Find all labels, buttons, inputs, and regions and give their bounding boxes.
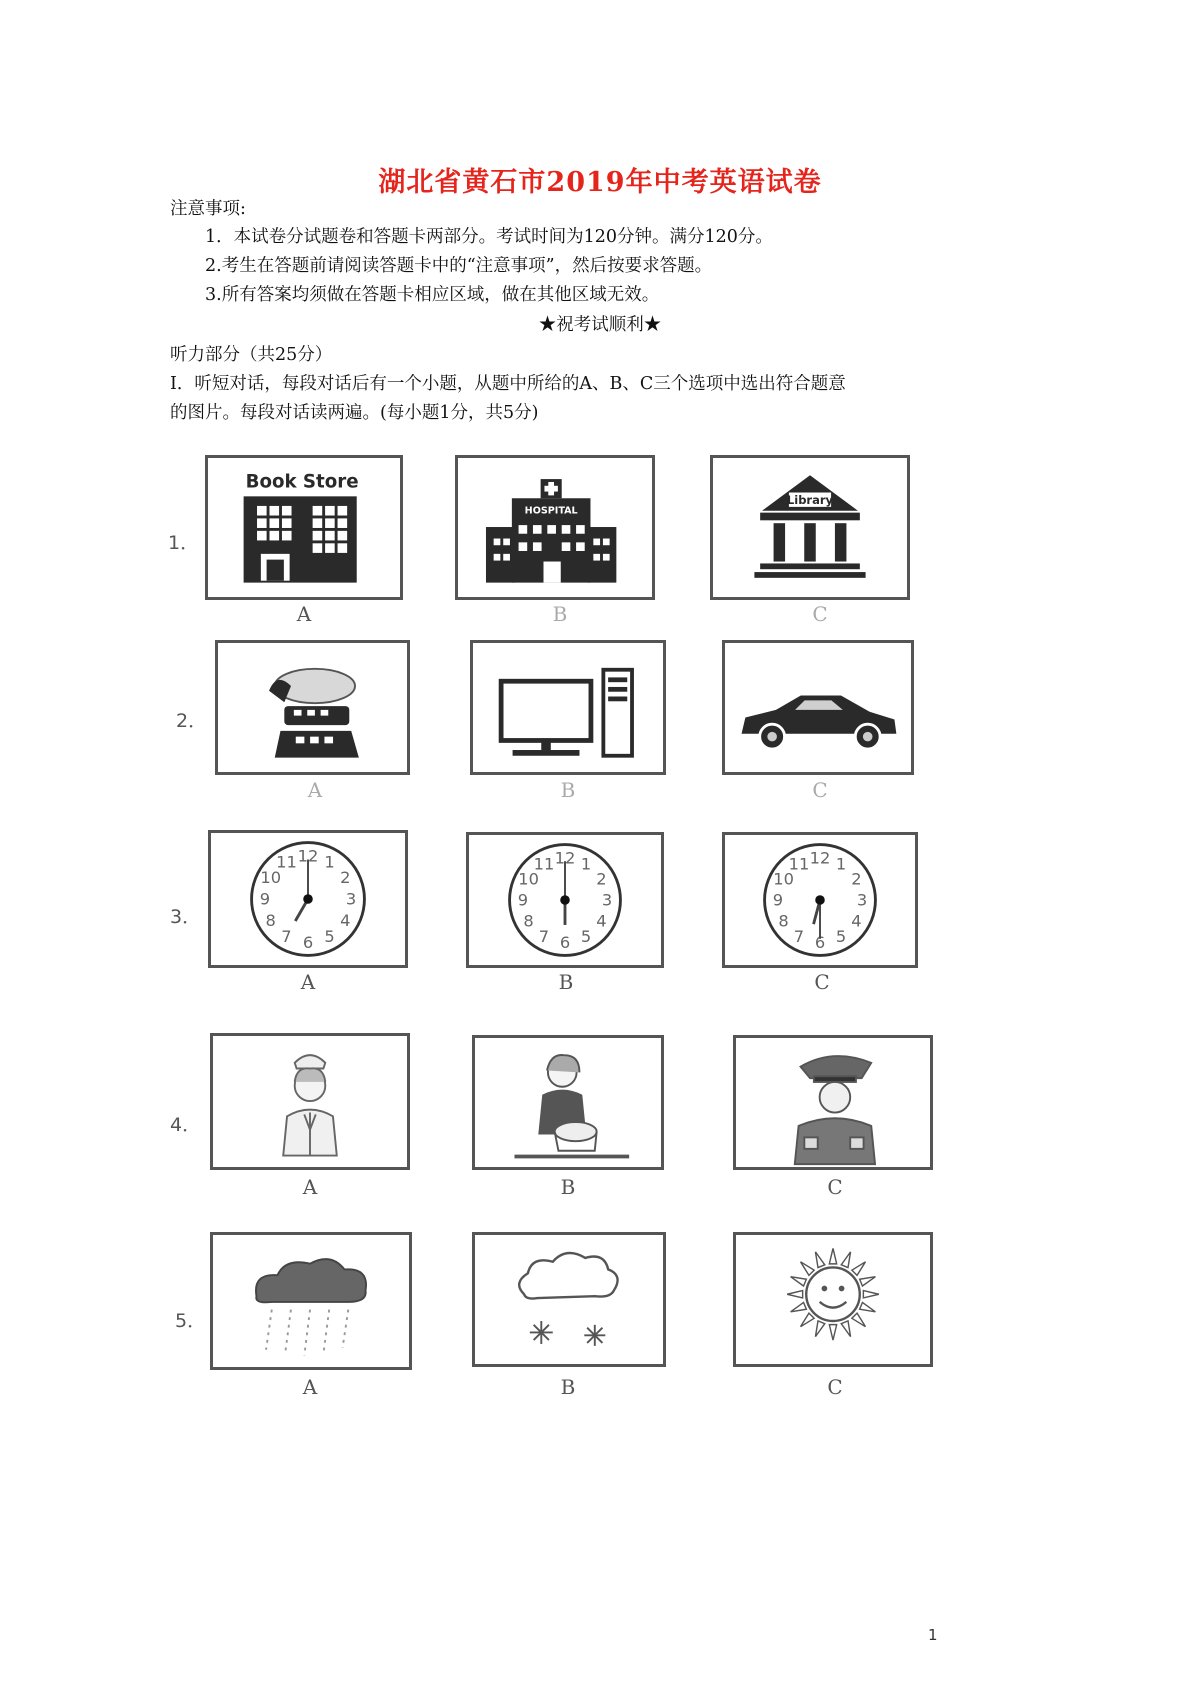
option-letter: A — [302, 1175, 318, 1199]
nurse-picture — [210, 1033, 410, 1170]
sun-ray — [787, 1291, 803, 1298]
sun-ray — [852, 1262, 866, 1276]
sun-ray — [829, 1325, 836, 1341]
option-letter: C — [812, 778, 828, 802]
telephone-picture — [215, 640, 410, 775]
clock-number: 2 — [340, 868, 351, 888]
clock-number: 5 — [835, 927, 847, 947]
sun-ray — [791, 1277, 807, 1286]
option-letter: C — [827, 1375, 843, 1399]
question-number: 3． — [170, 906, 202, 928]
clock-number: 6 — [302, 932, 314, 952]
note-item-2: 2.考生在答题前请阅读答题卡中的“注意事项”，然后按要求答题。 — [205, 256, 713, 276]
clock-picture — [208, 830, 408, 968]
clock-number: 9 — [517, 890, 529, 910]
option-letter: B — [560, 1375, 576, 1399]
clock-number: 7 — [281, 927, 292, 947]
clock-number: 3 — [856, 890, 868, 910]
snowy-picture — [472, 1232, 666, 1367]
clock-number: 9 — [259, 889, 271, 909]
library-picture — [710, 455, 910, 600]
option-letter: A — [302, 1375, 318, 1399]
question-number: 2． — [176, 710, 208, 732]
clock-center — [560, 895, 570, 905]
option-letter: A — [296, 602, 312, 626]
sun-ray — [841, 1321, 850, 1337]
sun-ray — [801, 1262, 815, 1276]
sun-ray — [860, 1302, 876, 1311]
option-letter: B — [552, 602, 568, 626]
option-letter: C — [814, 970, 830, 994]
clock-number: 2 — [851, 869, 862, 889]
sun-ray — [829, 1248, 836, 1264]
cook-picture — [472, 1035, 664, 1170]
clock-number: 3 — [345, 889, 357, 909]
option-letter: C — [812, 602, 828, 626]
clock-number: 6 — [559, 932, 571, 952]
clock-number: 4 — [596, 911, 607, 931]
bookstore-picture — [205, 455, 403, 600]
listening-section-title: 听力部分（共25分） — [170, 345, 333, 365]
sun-ray — [841, 1252, 850, 1268]
car-picture — [722, 640, 914, 775]
clock-number: 1 — [835, 854, 847, 874]
sun-ray — [791, 1302, 807, 1311]
clock-number: 9 — [772, 890, 784, 910]
clock-picture — [466, 832, 664, 968]
clock-number: 4 — [851, 911, 862, 931]
listening-instruction-line-2: 的图片。每段对话读两遍。(每小题1分，共5分) — [170, 403, 539, 423]
clock-number: 3 — [601, 890, 613, 910]
sun-ray — [815, 1321, 824, 1337]
hospital-sign: HOSPITAL — [524, 505, 578, 517]
clock-number: 4 — [340, 911, 351, 931]
option-letter: B — [558, 970, 574, 994]
bookstore-sign: Book Store — [245, 471, 359, 493]
clock-center — [303, 894, 313, 904]
clock-number: 8 — [523, 911, 534, 931]
sun-ray — [815, 1252, 824, 1268]
question-number: 4． — [170, 1114, 202, 1136]
clock-center — [815, 895, 825, 905]
clock-number: 8 — [778, 911, 789, 931]
clock-number: 1 — [580, 854, 592, 874]
listening-instruction-line-1: I．听短对话，每段对话后有一个小题，从题中所给的A、B、C三个选项中选出符合题意 — [170, 374, 846, 394]
clock-number: 5 — [580, 927, 592, 947]
clock-number: 6 — [814, 932, 826, 952]
rainy-picture — [210, 1232, 412, 1370]
clock-number: 8 — [265, 911, 276, 931]
option-letter: C — [827, 1175, 843, 1199]
library-sign: Library — [786, 493, 834, 508]
clock-number: 12 — [554, 848, 576, 868]
clock-number: 2 — [596, 869, 607, 889]
option-letter: B — [560, 778, 576, 802]
hospital-picture — [455, 455, 655, 600]
clock-number: 10 — [773, 869, 794, 889]
sun-ray — [863, 1291, 879, 1298]
sun-ray — [860, 1277, 876, 1286]
notes-heading: 注意事项: — [170, 199, 246, 219]
computer-picture — [470, 640, 666, 775]
sun-ray — [852, 1313, 866, 1327]
clock-number: 7 — [538, 927, 550, 947]
question-number: 1． — [168, 532, 200, 554]
option-letter: B — [560, 1175, 576, 1199]
sunny-picture — [733, 1232, 933, 1367]
page-title: 湖北省黄石市2019年中考英语试卷 — [378, 167, 822, 198]
clock-number: 11 — [533, 854, 555, 874]
clock-number: 1 — [324, 852, 335, 872]
option-letter: A — [307, 778, 323, 802]
clock-number: 10 — [518, 869, 539, 889]
clock-number: 11 — [788, 854, 810, 874]
note-item-1: 1．本试卷分试题卷和答题卡两部分。考试时间为120分钟。满分120分。 — [205, 227, 773, 247]
sun-ray — [801, 1313, 815, 1327]
clock-number: 7 — [793, 927, 805, 947]
clock-picture — [722, 832, 918, 968]
page-number: 1 — [928, 1626, 938, 1644]
clock-number: 12 — [297, 846, 319, 866]
clock-number: 12 — [809, 848, 831, 868]
question-number: 5． — [175, 1310, 207, 1332]
clock-number: 11 — [276, 852, 297, 872]
clock-number: 5 — [324, 927, 335, 947]
note-item-3: 3.所有答案均须做在答题卡相应区域，做在其他区域无效。 — [205, 285, 660, 305]
policeman-picture — [733, 1035, 933, 1170]
blessing-line: ★祝考试顺利★ — [538, 315, 662, 335]
option-letter: A — [300, 970, 316, 994]
clock-number: 10 — [260, 868, 282, 888]
